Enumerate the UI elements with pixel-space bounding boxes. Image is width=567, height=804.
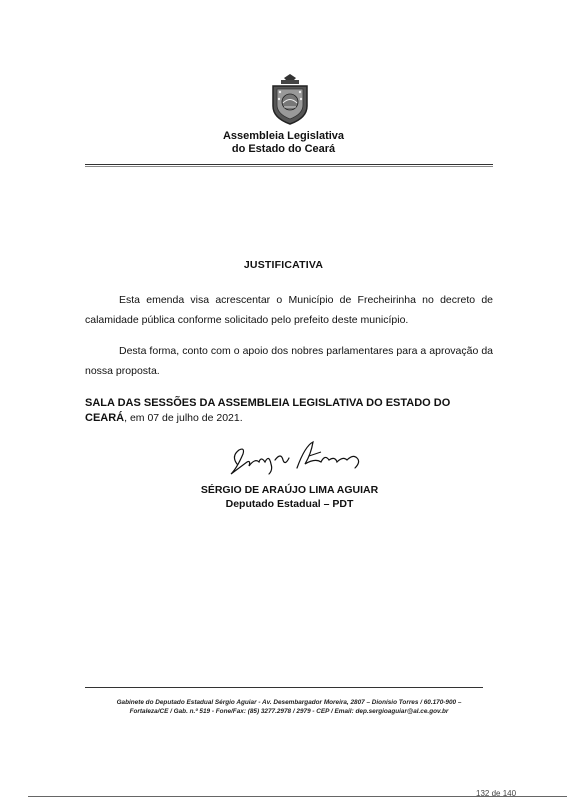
institution-name-line2: do Estado do Ceará bbox=[231, 143, 336, 155]
header-divider-secondary bbox=[85, 166, 493, 167]
document-title: JUSTIFICATIVA bbox=[243, 259, 324, 271]
footer-divider bbox=[85, 687, 483, 688]
coat-of-arms-icon bbox=[267, 72, 313, 126]
page-number: 132 de 140 bbox=[476, 789, 517, 798]
closing-statement bbox=[85, 396, 495, 426]
signature-icon bbox=[225, 434, 375, 480]
signer-name: SÉRGIO DE ARAÚJO LIMA AGUIAR bbox=[200, 484, 379, 496]
institution-name-line1: Assembleia Legislativa bbox=[222, 130, 345, 142]
header-divider bbox=[85, 164, 493, 165]
closing-session-hall: SALA DAS SESSÕES DA ASSEMBLEIA LEGISLATIVA DO ESTADO DO CEARÁ bbox=[85, 397, 451, 424]
footer-address-line1: Gabinete do Deputado Estadual Sérgio Aguiar - Av. Desembargador Moreira, 2807 – Dionísio Torres / 60.170-900 – bbox=[116, 699, 462, 706]
footer-address-line2: Fortaleza/CE / Gab. n.º 519 - Fone/Fax: (85) 3277.2978 / 2979 - CEP / Email: dep.sergioaguiar@al.ce.gov.br bbox=[129, 708, 449, 715]
signer-role: Deputado Estadual – PDT bbox=[225, 498, 354, 510]
closing-date: , em 07 de julho de 2021. bbox=[124, 412, 243, 424]
justification-paragraph-1: Esta emenda visa acrescentar o Município de Frecheirinha no decreto de calamidade pública conforme solicitado pelo prefeito deste município. bbox=[85, 294, 493, 326]
justification-paragraph-2: Desta forma, conto com o apoio dos nobres parlamentares para a aprovação da nossa proposta. bbox=[85, 345, 493, 377]
